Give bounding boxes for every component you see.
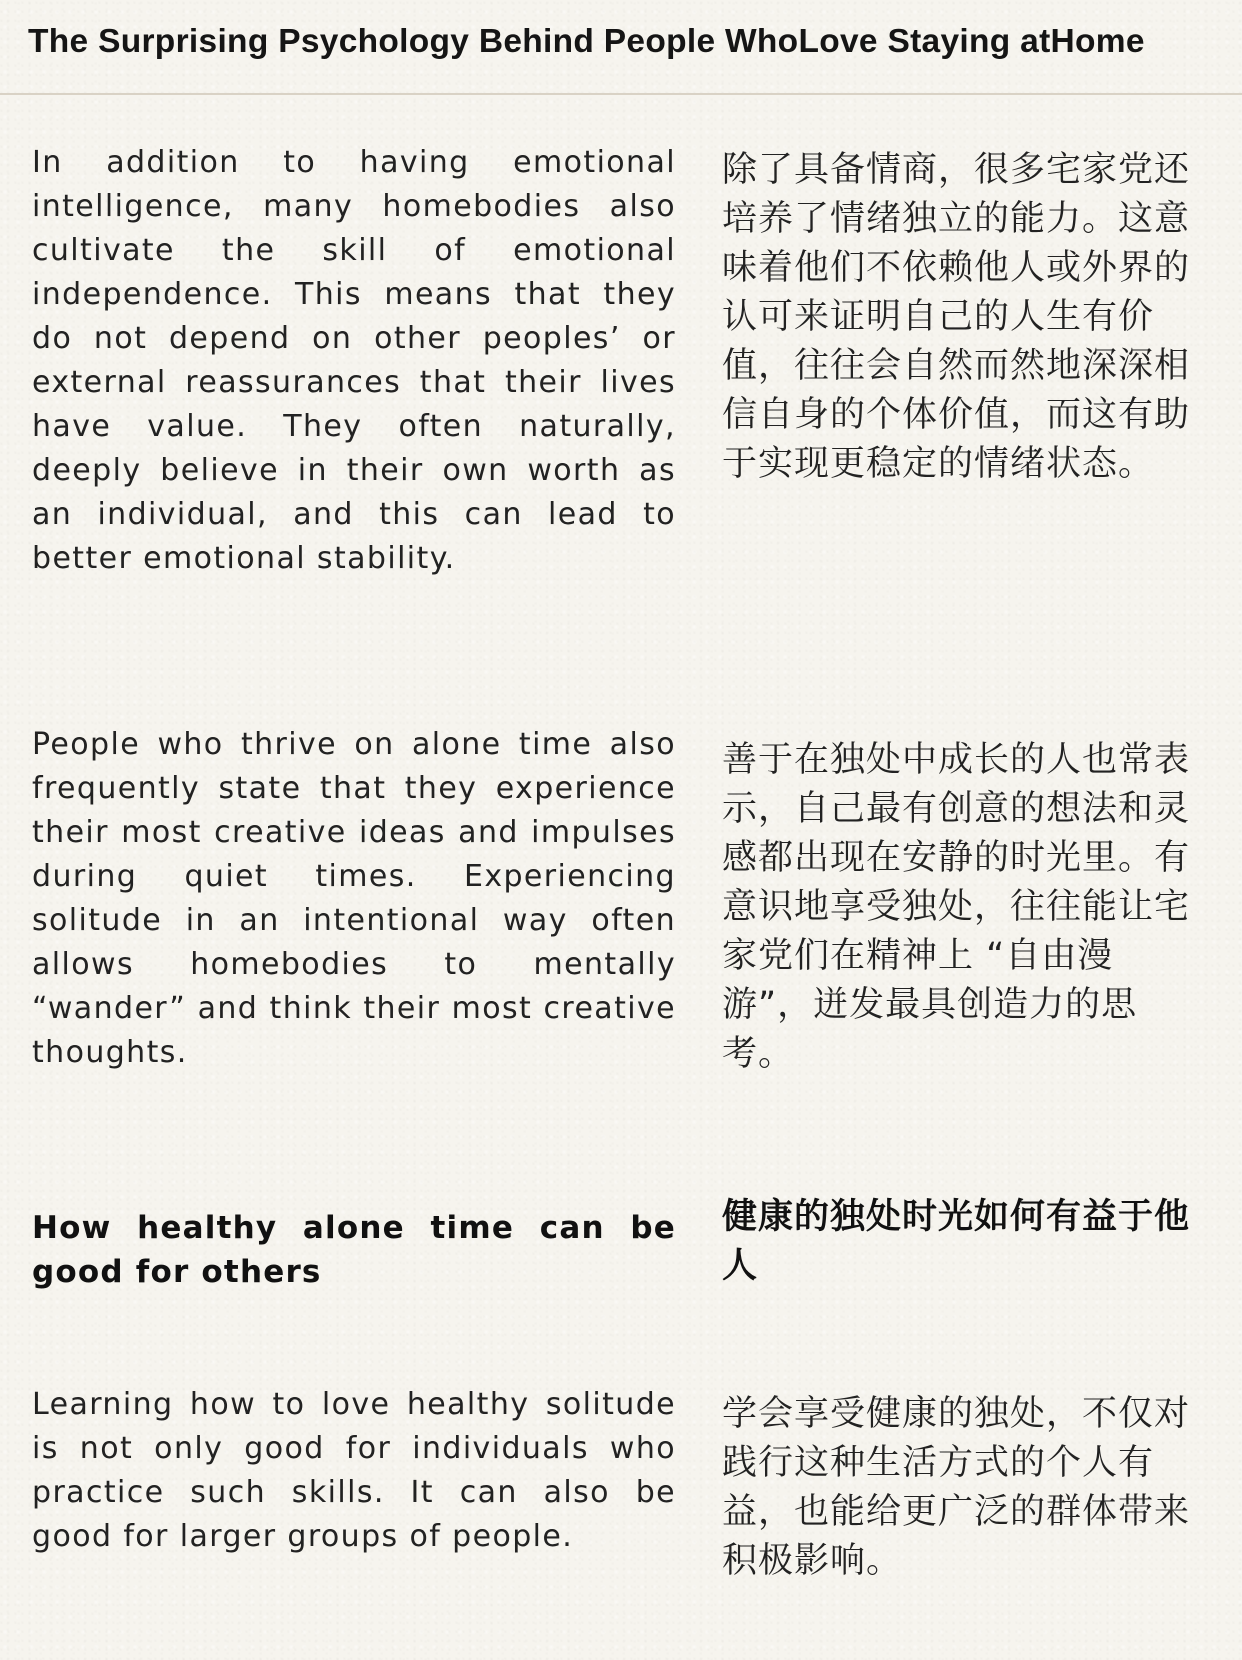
section-heading-zh: 健康的独处时光如何有益于他人 bbox=[722, 1197, 1191, 1286]
paragraph-zh-3: 学会享受健康的独处，不仅对践行这种生活方式的个人有益，也能给更广泛的群体带来积极影响。 bbox=[722, 1394, 1191, 1581]
section-heading-en: How healthy alone time can be good for others bbox=[32, 1210, 676, 1290]
page-title: The Surprising Psychology Behind People WhoLove Staying atHome bbox=[28, 23, 1145, 60]
header-bar bbox=[0, 0, 1242, 95]
paragraph-en-2: People who thrive on alone time also frequently state that they experience their most creative ideas and impulses during quiet times. Experiencing solitude in an intentional way often allows homebodies to mentally “wander” and think their most creative thoughts. bbox=[32, 727, 676, 1070]
paragraph-zh-1: 除了具备情商，很多宅家党还培养了情绪独立的能力。这意味着他们不依赖他人或外界的认可来证明自己的人生有价值，往往会自然而然地深深相信自身的个体价值，而这有助于实现更稳定的情绪状态。 bbox=[722, 150, 1191, 484]
paragraph-zh-2: 善于在独处中成长的人也常表示，自己最有创意的想法和灵感都出现在安静的时光里。有意识地享受独处，往往能让宅家党们在精神上 “自由漫游”，迸发最具创造力的思考。 bbox=[722, 740, 1191, 1074]
paragraph-en-3: Learning how to love healthy solitude is not only good for individuals who practice such skills. It can also be good for larger groups of people. bbox=[32, 1387, 676, 1554]
paragraph-en-1: In addition to having emotional intelligence, many homebodies also cultivate the skill of emotional independence. This means that they do not depend on other peoples’ or external reassurances that their lives have value. They often naturally, deeply believe in their own worth as an individual, and this can lead to better emotional stability. bbox=[32, 145, 676, 576]
